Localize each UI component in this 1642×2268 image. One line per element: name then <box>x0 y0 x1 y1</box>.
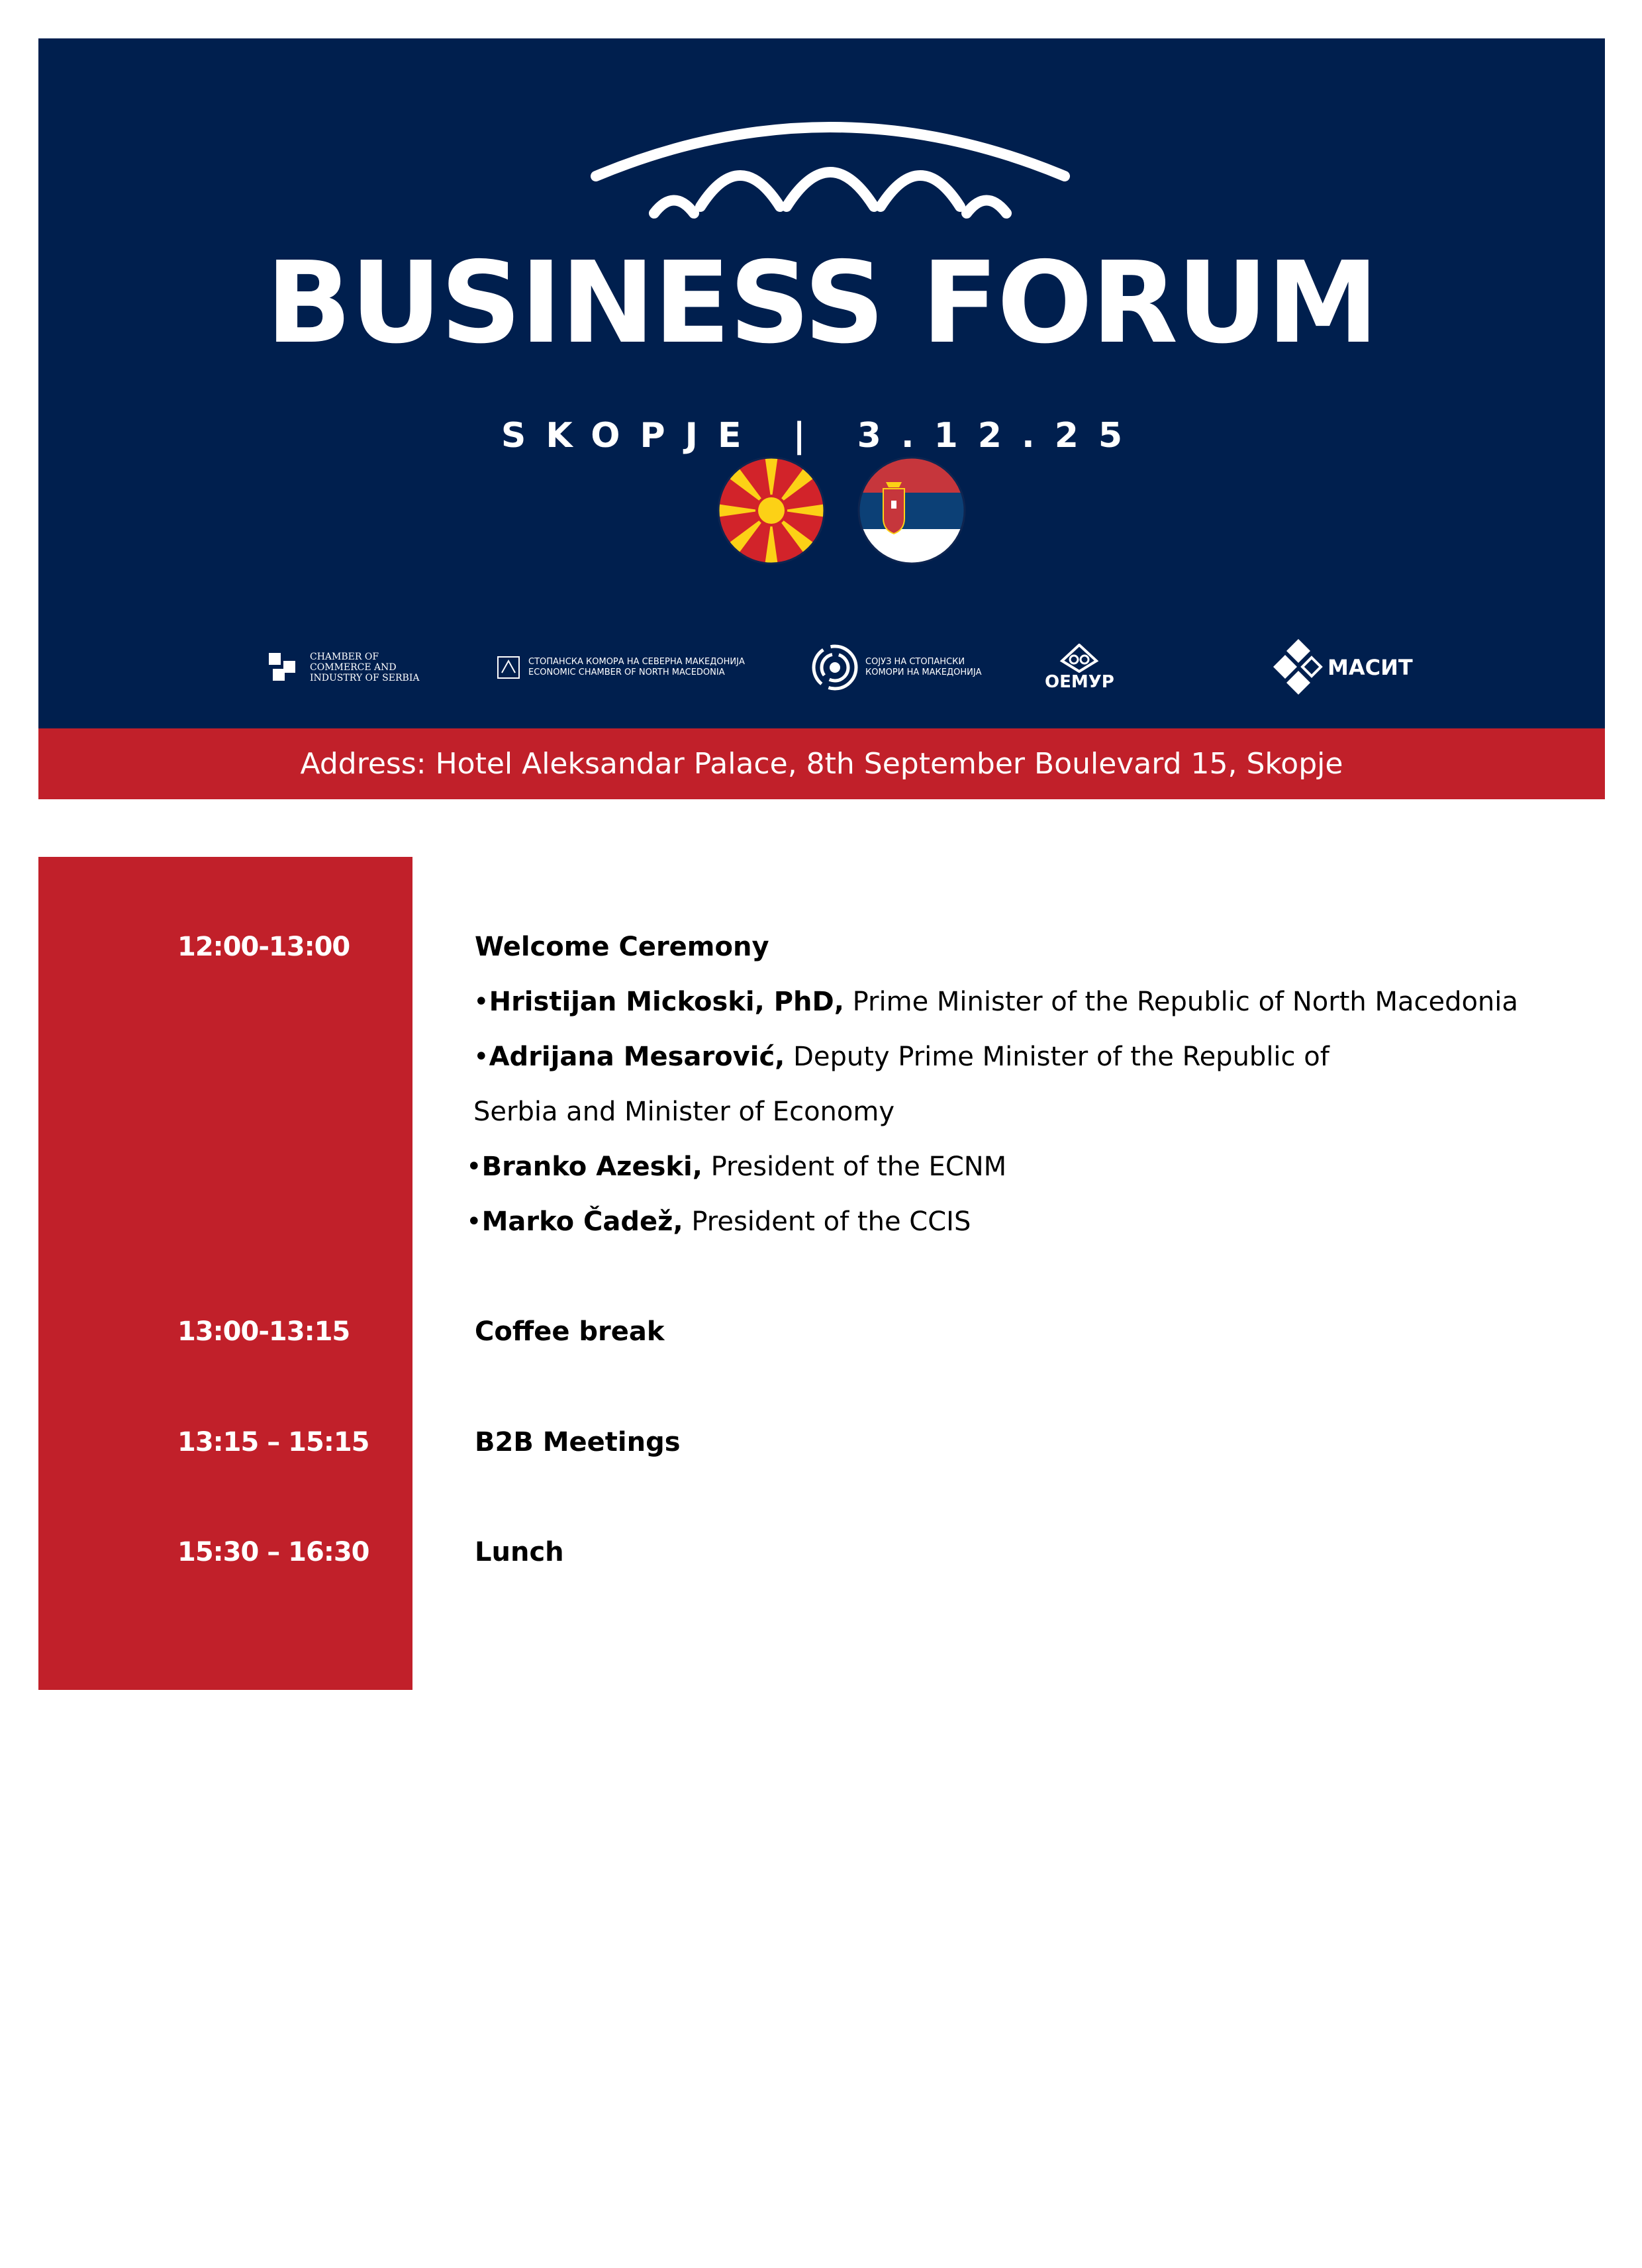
agenda-time: 13:00-13:15 <box>177 1316 350 1347</box>
logo-text-line: СТОПАНСКА КОМОРА НА СЕВЕРНА МАКЕДОНИЈА <box>528 657 745 667</box>
oemvr-name: ОЕМУР <box>1045 672 1114 692</box>
speaker-name: Adrijana Mesarović, <box>489 1042 785 1072</box>
speaker-role-continued: Serbia and Minister of Economy <box>473 1097 894 1127</box>
speaker-line <box>466 1205 971 1238</box>
agenda-title-welcome-ceremony: Welcome Ceremony <box>475 932 769 962</box>
event-address: Address: Hotel Aleksandar Palace, 8th September Boulevard 15, Skopje <box>300 747 1343 781</box>
header-banner <box>38 38 1605 728</box>
speaker-name: Branko Azeski, <box>481 1152 702 1182</box>
agenda-time: 13:15 – 15:15 <box>177 1427 369 1457</box>
ecnm-emblem-icon <box>495 654 522 681</box>
speaker-role: President of the ECNM <box>702 1152 1007 1182</box>
masit-name: МАСИТ <box>1328 655 1413 680</box>
logo-text-line: COMMERCE AND <box>310 662 397 673</box>
bullet: • <box>466 1152 482 1182</box>
speaker-role: Deputy Prime Minister of the Republic of <box>785 1042 1329 1072</box>
bullet: • <box>473 987 489 1017</box>
speaker-name: Marko Čadež, <box>481 1207 683 1237</box>
union-chambers-logo <box>810 624 982 711</box>
agenda-title-coffee-break: Coffee break <box>475 1316 665 1347</box>
masit-logo <box>1273 624 1413 711</box>
logo-text-line: СОЈУЗ НА СТОПАНСКИ <box>865 657 965 667</box>
masit-emblem-icon <box>1273 638 1324 697</box>
ccis-logo <box>264 624 419 711</box>
bullet: • <box>466 1207 482 1237</box>
oemvr-emblem-icon <box>1059 644 1099 673</box>
speaker-name: Hristijan Mickoski, PhD, <box>489 987 844 1017</box>
speaker-role: Prime Minister of the Republic of North Macedonia <box>844 987 1518 1017</box>
ccis-emblem-icon <box>264 648 303 687</box>
agenda-title-b2b-meetings: B2B Meetings <box>475 1427 681 1457</box>
spiral-emblem-icon <box>810 642 860 693</box>
oemvr-logo <box>1045 624 1114 711</box>
speaker-line <box>466 1150 1006 1183</box>
north-macedonia-flag-icon <box>716 456 826 566</box>
logo-text-line: КОМОРИ НА МАКЕДОНИЈА <box>865 667 982 677</box>
agenda-time: 15:30 – 16:30 <box>177 1537 369 1567</box>
agenda-time: 12:00-13:00 <box>177 932 350 962</box>
ecnm-logo <box>495 624 745 711</box>
logo-text-line: CHAMBER OF <box>310 652 379 662</box>
address-bar <box>38 728 1605 799</box>
bridge-arch-icon <box>38 38 1605 237</box>
agenda-title-lunch: Lunch <box>475 1537 564 1567</box>
serbia-flag-icon <box>857 456 967 566</box>
event-location-date: SKOPJE | 3.12.25 <box>501 416 1143 456</box>
speaker-line <box>473 1040 1329 1073</box>
speaker-line <box>473 985 1518 1018</box>
logo-text-line: ECONOMIC CHAMBER OF NORTH MACEDONIA <box>528 667 725 677</box>
logo-text-line: INDUSTRY OF SERBIA <box>310 673 420 683</box>
bullet: • <box>473 1042 489 1072</box>
page-title: BUSINESS FORUM <box>266 238 1378 369</box>
partner-logos <box>38 624 1605 711</box>
speaker-role: President of the CCIS <box>683 1207 971 1237</box>
